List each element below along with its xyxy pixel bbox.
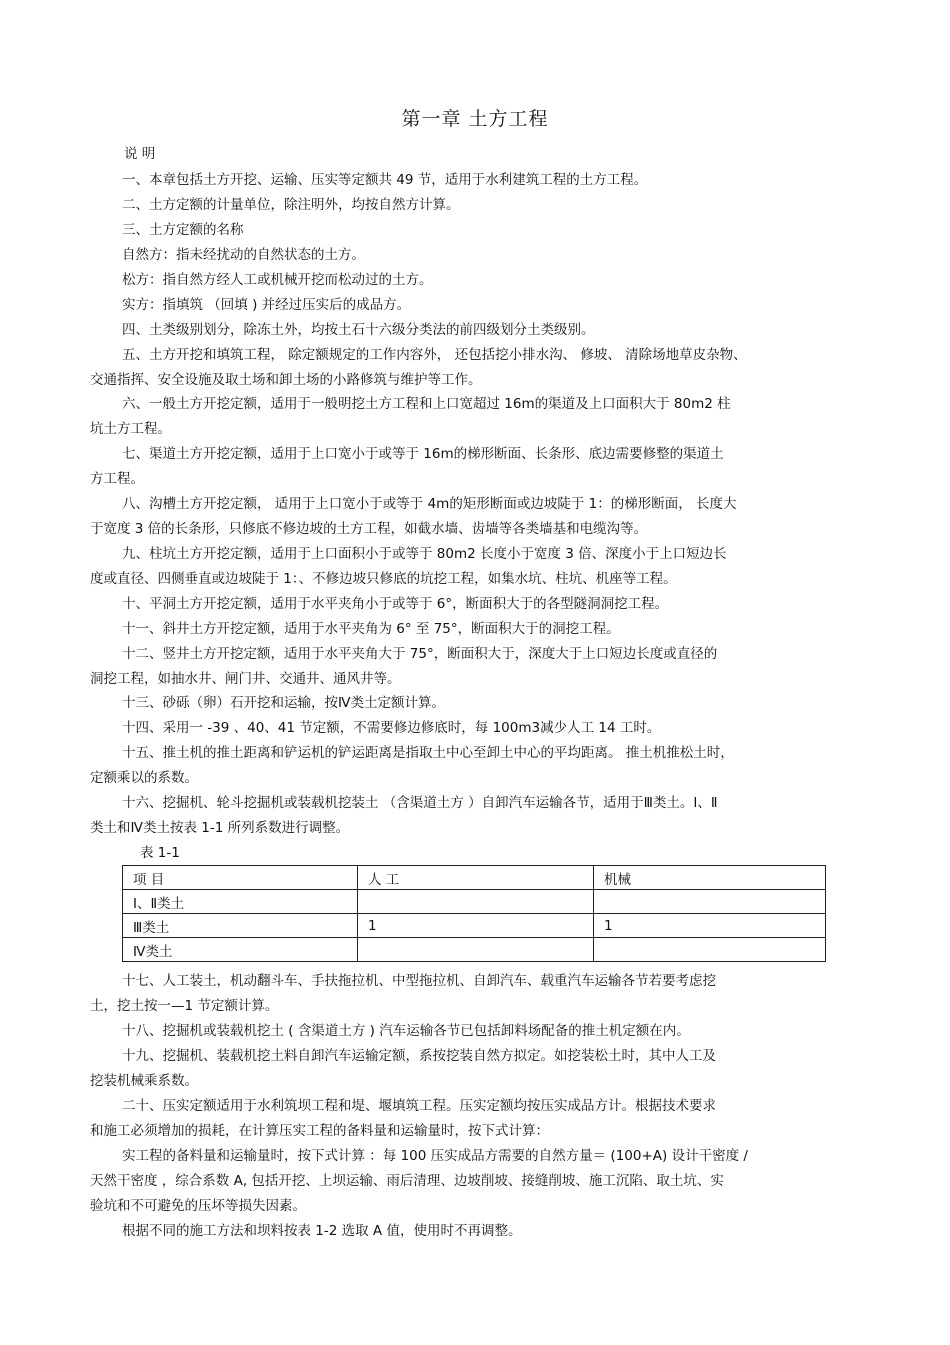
paragraph-line: 四、土类级别划分，除冻土外，均按土石十六级分类法的前四级划分土类级别。 [122, 322, 595, 338]
paragraph-line: 坑土方工程。 [90, 421, 171, 437]
table-cell: Ⅳ类土 [123, 938, 358, 962]
paragraph-line: 挖装机械乘系数。 [90, 1073, 198, 1089]
paragraph-line: 六、一般土方开挖定额，适用于一般明挖土方工程和上口宽超过 16m的渠道及上口面积大于 80m2 柱 [122, 396, 731, 412]
paragraph-line: 十九、挖掘机、装载机挖土料自卸汽车运输定额，系按挖装自然方拟定。如挖装松土时，其中人工及 [122, 1048, 716, 1064]
paragraph-line: 自然方：指未经扰动的自然状态的土方。 [122, 247, 365, 263]
paragraph-line: 度或直径、四侧垂直或边坡陡于 1：、不修边坡只修底的坑挖工程，如集水坑、柱坑、机座等工程。 [90, 571, 677, 587]
paragraph-line: 验坑和不可避免的压坏等损失因素。 [90, 1198, 306, 1214]
coefficient-table [122, 865, 826, 962]
table-header-row [123, 866, 826, 890]
paragraph-line: 方工程。 [90, 471, 144, 487]
paragraph-line: 洞挖工程，如抽水井、闸门井、交通井、通风井等。 [90, 671, 401, 687]
table-caption: 表 1-1 [140, 845, 180, 861]
chapter-title: 第一章 土方工程 [401, 108, 549, 130]
paragraph-line: 十七、人工装土，机动翻斗车、手扶拖拉机、中型拖拉机、自卸汽车、载重汽车运输各节若要考虑挖 [122, 973, 716, 989]
table-header-cell: 机械 [594, 866, 826, 890]
table-row [123, 890, 826, 914]
table-header-cell: 项 目 [123, 866, 358, 890]
paragraph-line: 九、柱坑土方开挖定额，适用于上口面积小于或等于 80m2 长度小于宽度 3 倍、深度小于上口短边长 [122, 546, 727, 562]
paragraph-line: 实方：指填筑 （回填 ) 并经过压实后的成品方。 [122, 297, 411, 313]
paragraph-line: 根据不同的施工方法和坝料按表 1-2 选取 A 值，使用时不再调整。 [122, 1223, 522, 1239]
table-cell: 1 [358, 914, 594, 938]
paragraph-line: 十四、采用一 -39 、40、41 节定额，不需要修边修底时，每 100m3减少人工 14 工时。 [122, 720, 661, 736]
table-cell [594, 938, 826, 962]
paragraph-line: 说 明 [124, 146, 156, 162]
paragraph-line: 十六、挖掘机、轮斗挖掘机或装载机挖装土 （含渠道土方 ）自卸汽车运输各节，适用于Ⅲ类土。Ⅰ、Ⅱ [122, 795, 718, 811]
table-cell [358, 938, 594, 962]
paragraph-line: 一、本章包括土方开挖、运输、压实等定额共 49 节，适用于水利建筑工程的土方工程。 [122, 172, 648, 188]
paragraph-line: 二十、压实定额适用于水利筑坝工程和堤、堰填筑工程。压实定额均按压实成品方计。根据技术要求 [122, 1098, 716, 1114]
paragraph-line: 天然干密度 ，综合系数 A, 包括开挖、上坝运输、雨后清理、边坡削坡、接缝削坡、施工沉陷、取土坑、实 [90, 1173, 724, 1189]
table-cell: 1 [594, 914, 826, 938]
table-cell [358, 890, 594, 914]
paragraph-line: 于宽度 3 倍的长条形，只修底不修边坡的土方工程，如截水墙、齿墙等各类墙基和电缆沟等。 [90, 521, 648, 537]
paragraph-line: 土，挖土按一—1 节定额计算。 [90, 998, 279, 1014]
paragraph-line: 二、土方定额的计量单位，除注明外，均按自然方计算。 [122, 197, 460, 213]
paragraph-line: 类土和Ⅳ类土按表 1-1 所列系数进行调整。 [90, 820, 350, 836]
table-row [123, 938, 826, 962]
paragraph-line: 松方：指自然方经人工或机械开挖而松动过的土方。 [122, 272, 433, 288]
paragraph-line: 十五、推土机的推土距离和铲运机的铲运距离是指取土中心至卸土中心的平均距离。 推土机推松土时， [122, 745, 734, 761]
paragraph-line: 十三、砂砾（卵）石开挖和运输，按Ⅳ类土定额计算。 [122, 695, 445, 711]
table-header-cell: 人 工 [358, 866, 594, 890]
paragraph-line: 实工程的备料量和运输量时，按下式计算 ：每 100 压实成品方需要的自然方量＝ (100+A) 设计干密度 / [122, 1148, 748, 1164]
paragraph-line: 八、沟槽土方开挖定额， 适用于上口宽小于或等于 4m的矩形断面或边坡陡于 1：的梯形断面， 长度大 [122, 496, 737, 512]
paragraph-line: 交通指挥、安全设施及取土场和卸土场的小路修筑与维护等工作。 [90, 372, 482, 388]
paragraph-line: 五、土方开挖和填筑工程， 除定额规定的工作内容外， 还包括挖小排水沟、 修坡、 清除场地草皮杂物、 [122, 347, 747, 363]
paragraph-line: 十、平洞土方开挖定额，适用于水平夹角小于或等于 6°，断面积大于的各型隧洞洞挖工程。 [122, 596, 669, 612]
paragraph-line: 七、渠道土方开挖定额，适用于上口宽小于或等于 16m的梯形断面、长条形、底边需要修整的渠道土 [122, 446, 724, 462]
table-row [123, 914, 826, 938]
table-cell [594, 890, 826, 914]
paragraph-line: 三、土方定额的名称 [122, 222, 244, 238]
table-cell: Ⅲ类土 [123, 914, 358, 938]
paragraph-line: 十一、斜井土方开挖定额，适用于水平夹角为 6° 至 75°，断面积大于的洞挖工程。 [122, 621, 620, 637]
paragraph-line: 十二、竖井土方开挖定额，适用于水平夹角大于 75°，断面积大于，深度大于上口短边长度或直径的 [122, 646, 718, 662]
table-cell: Ⅰ、Ⅱ类土 [123, 890, 358, 914]
paragraph-line: 定额乘以的系数。 [90, 770, 198, 786]
paragraph-line: 十八、挖掘机或装载机挖土 ( 含渠道土方 ) 汽车运输各节已包括卸料场配备的推土机定额在内。 [122, 1023, 690, 1039]
paragraph-line: 和施工必须增加的损耗，在计算压实工程的备料量和运输量时，按下式计算： [90, 1123, 549, 1139]
